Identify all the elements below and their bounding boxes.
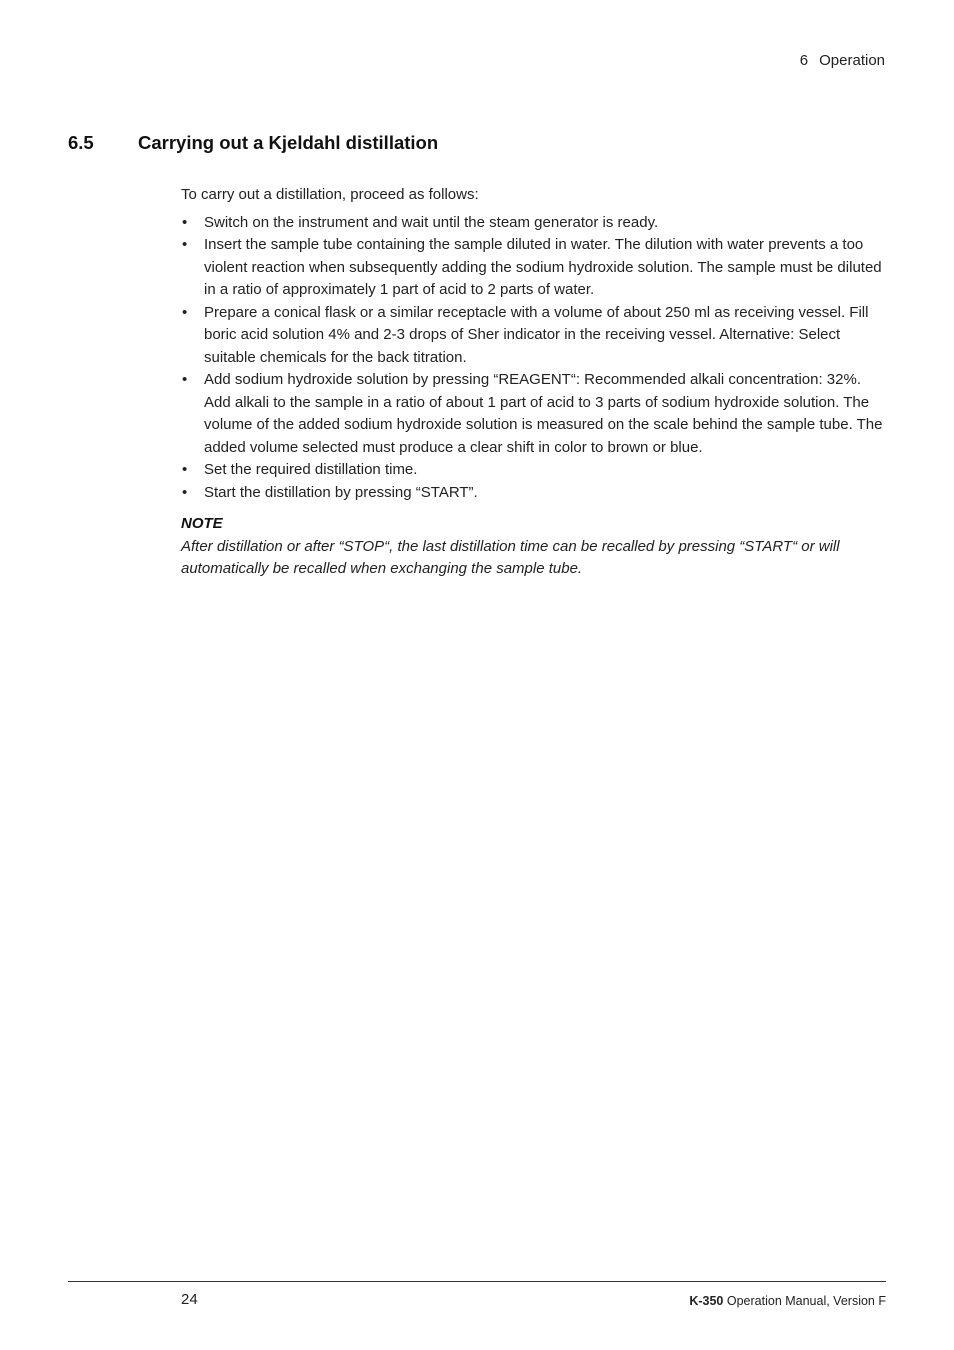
step-text: Insert the sample tube containing the sample diluted in water. The dilution with water prevents a too violent reaction when subsequently adding the sodium hydroxide solution. The sample must be diluted in a ratio of approximately 1 part of acid to 2 parts of water. bbox=[204, 236, 882, 298]
bullet: • bbox=[182, 461, 188, 478]
bullet: • bbox=[182, 236, 188, 253]
section-body bbox=[181, 184, 887, 581]
model-name: K-350 bbox=[689, 1294, 724, 1308]
bullet: • bbox=[182, 483, 188, 501]
list-item bbox=[181, 459, 887, 482]
list-item bbox=[181, 482, 887, 505]
list-item bbox=[181, 234, 887, 302]
footer-document-title bbox=[689, 1294, 886, 1308]
list-item bbox=[181, 369, 887, 459]
list-item bbox=[181, 212, 887, 235]
step-text: Switch on the instrument and wait until the steam generator is ready. bbox=[204, 213, 659, 231]
page-number: 24 bbox=[181, 1291, 198, 1308]
steps-list bbox=[181, 212, 887, 505]
chapter-number: 6 bbox=[799, 52, 809, 69]
step-text: Set the required distillation time. bbox=[204, 461, 418, 478]
step-text: Start the distillation by pressing “START”. bbox=[204, 483, 478, 501]
bullet: • bbox=[182, 371, 188, 388]
bullet: • bbox=[182, 303, 188, 321]
note-text: After distillation or after “STOP“, the last distillation time can be recalled by pressing “START“ or will automatically be recalled when exchanging the sample tube. bbox=[181, 537, 840, 577]
chapter-title: Operation bbox=[819, 52, 885, 69]
list-item bbox=[181, 302, 887, 370]
manual-title: Operation Manual, Version F bbox=[726, 1294, 886, 1308]
section-title: Carrying out a Kjeldahl distillation bbox=[138, 132, 439, 153]
section-number: 6.5 bbox=[68, 132, 94, 153]
step-text: Prepare a conical flask or a similar receptacle with a volume of about 250 ml as receiving vessel. Fill boric acid solution 4% and 2-3 drops of Sher indicator in the receiving vessel. Alternative: Select suitable chemicals for the back titration. bbox=[204, 303, 869, 366]
note-label: NOTE bbox=[181, 515, 223, 532]
running-header bbox=[800, 52, 885, 69]
step-text: Add sodium hydroxide solution by pressing “REAGENT“: Recommended alkali concentration: 32%. Add alkali to the sample in a ratio of about 1 part of acid to 3 parts of sodium hydroxide solution. The volume of the added sodium hydroxide solution is measured on the scale behind the sample tube. The added volume selected must produce a clear shift in color to brown or blue. bbox=[204, 371, 883, 456]
footer-divider bbox=[68, 1281, 886, 1282]
intro-text: To carry out a distillation, proceed as follows: bbox=[181, 186, 479, 203]
bullet: • bbox=[182, 213, 188, 231]
section-heading bbox=[68, 132, 438, 154]
